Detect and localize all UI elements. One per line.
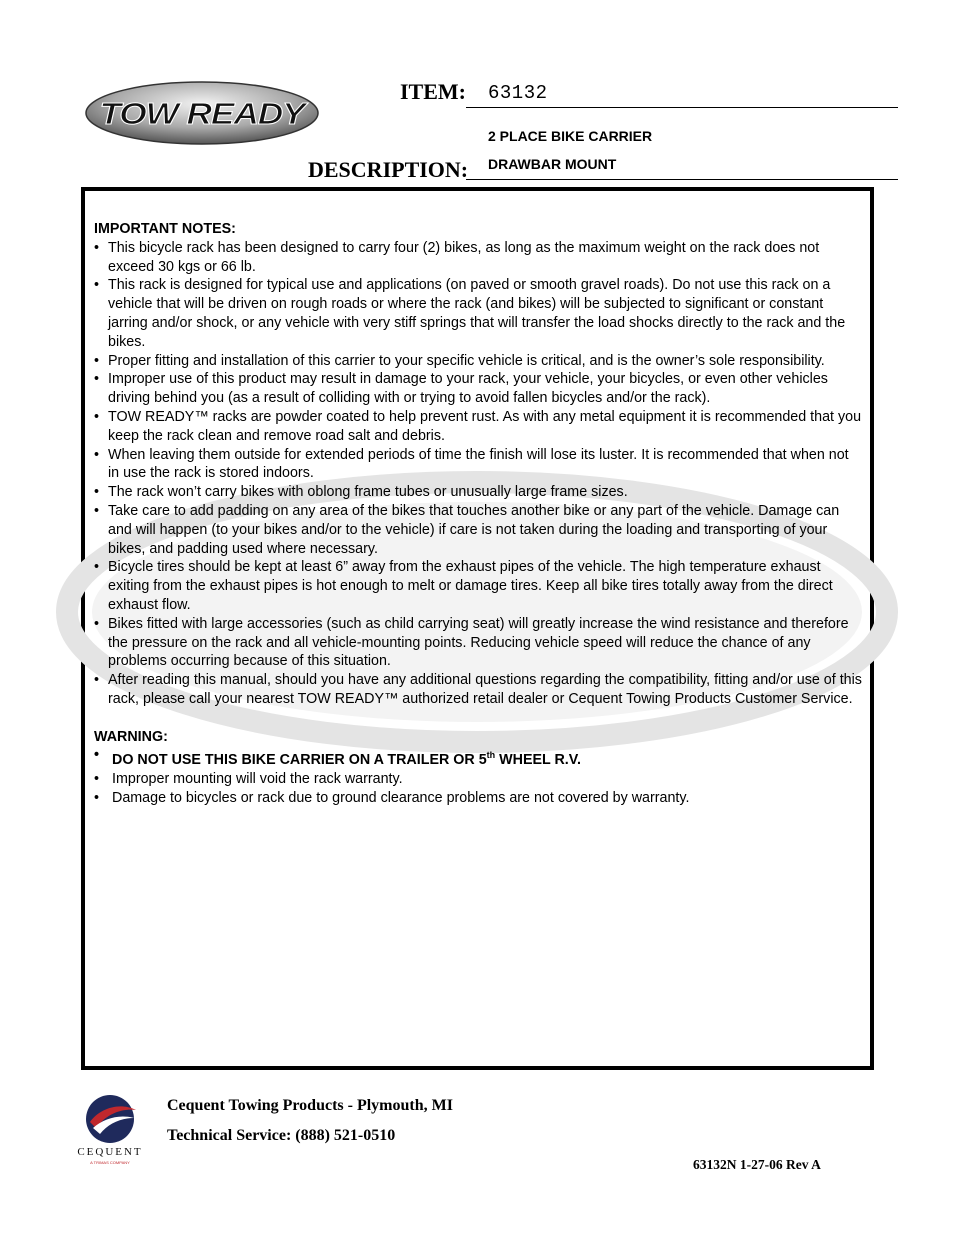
list-item: • This rack is designed for typical use and applications (on paved or smooth gravel roads). Do not use this rack on a vehicle that will be driven on rough roads or where the rack (and bikes) will be subjected to significant or constant jarring and/or shock, or any vehicle with very stiff springs that will transfer the load shocks directly to the rack and the bikes. [94, 276, 862, 351]
cequent-logo [60, 1088, 160, 1168]
important-notes-heading: IMPORTANT NOTES: [94, 221, 236, 237]
list-item: • Bicycle tires should be kept at least 6” away from the exhaust pipes of the vehicle. The high temperature exhaust exiting from the exhaust pipes is hot enough to melt or damage tires. Keep all bike tires totally away from the direct exhaust flow. [94, 558, 862, 614]
tow-ready-logo [84, 80, 320, 146]
item-label: ITEM: [400, 79, 466, 104]
notes-content [94, 220, 862, 807]
description-label: DESCRIPTION: [308, 157, 469, 182]
list-item: • Take care to add padding on any area of the bikes that touches another bike or any part of the vehicle. Damage can and will happen (to your bikes and/or to the vehicle) if care is not taken during the loading and transporting of your bikes, and padding used where necessary. [94, 502, 862, 558]
section-spacer [94, 709, 862, 728]
logo-text: TOW READY [99, 96, 310, 131]
ordinal-suffix: th [486, 750, 496, 761]
warning-item-trailer [94, 746, 862, 770]
list-item: • The rack won’t carry bikes with oblong frame tubes or unusually large frame sizes. [94, 483, 862, 502]
item-number: 63132 [488, 82, 548, 104]
list-item: • When leaving them outside for extended periods of time the finish will lose its luster. It is recommended that when not in use the rack is stored indoors. [94, 446, 862, 484]
warning-text-part: WHEEL R.V. [495, 752, 581, 769]
cequent-logo-subtext: A TRIMAS COMPANY [90, 1160, 130, 1165]
company-name: Cequent Towing Products - Plymouth, MI [167, 1097, 453, 1114]
item-underline [466, 107, 898, 108]
list-item: • Improper mounting will void the rack warranty. [94, 770, 862, 789]
technical-service-phone: Technical Service: (888) 521-0510 [167, 1127, 396, 1144]
warning-text-part: DO NOT USE THIS BIKE CARRIER ON A TRAILER OR 5 [112, 752, 487, 769]
description-line-1: 2 PLACE BIKE CARRIER [488, 128, 653, 144]
list-item: • Damage to bicycles or rack due to ground clearance problems are not covered by warranty. [94, 789, 862, 808]
important-notes-list [94, 239, 862, 709]
warning-heading: WARNING: [94, 728, 168, 745]
list-item: • This bicycle rack has been designed to carry four (2) bikes, as long as the maximum weight on the rack does not exceed 30 kgs or 66 lb. [94, 239, 862, 277]
document-id: 63132N 1-27-06 Rev A [693, 1157, 821, 1172]
description-underline [466, 179, 898, 180]
list-item: • Proper fitting and installation of this carrier to your specific vehicle is critical, and is the owner’s sole responsibility. [94, 352, 862, 371]
list-item: • After reading this manual, should you have any additional questions regarding the compatibility, fitting and/or use of this rack, please call your nearest TOW READY™ authorized retail dealer or Cequent Towing Products Customer Service. [94, 671, 862, 709]
warning-list [94, 746, 862, 807]
list-item: • TOW READY™ racks are powder coated to help prevent rust. As with any metal equipment it is recommended that you keep the rack clean and remove road salt and debris. [94, 408, 862, 446]
description-line-2: DRAWBAR MOUNT [488, 156, 617, 172]
cequent-logo-text: CEQUENT [77, 1146, 143, 1158]
list-item: • Bikes fitted with large accessories (such as child carrying seat) will greatly increase the wind resistance and therefore the pressure on the rack and all vehicle-mounting points. Reducing vehicle speed will reduce the chance of any problems occurring because of this situation. [94, 615, 862, 671]
list-item: • Improper use of this product may result in damage to your rack, your vehicle, your bicycles, or even other vehicles driving behind you (as a result of colliding with or trying to avoid fallen bicycles and/or the rack). [94, 370, 862, 408]
